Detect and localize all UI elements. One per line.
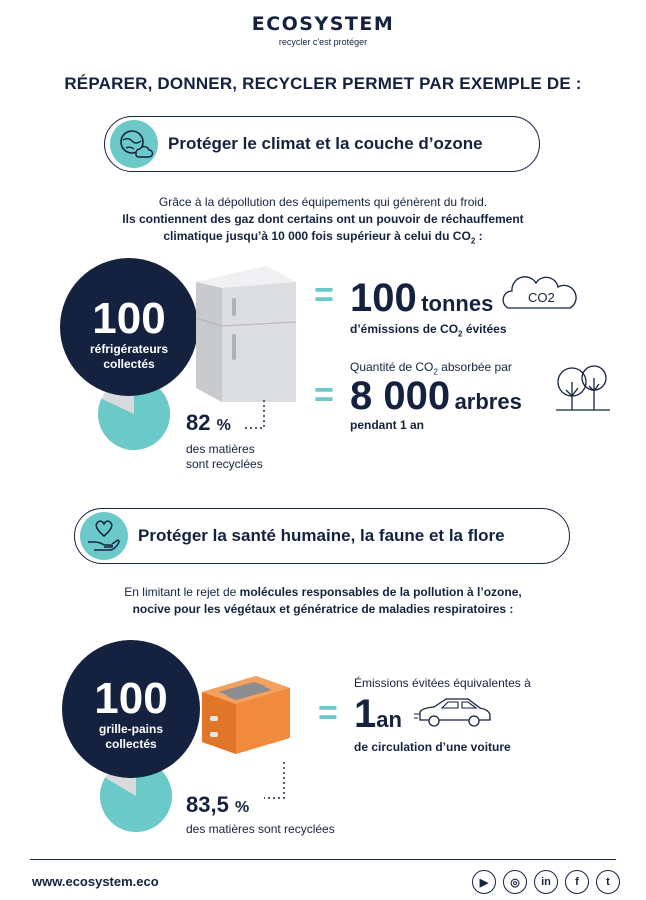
- section2-intro-line1: En limitant le rejet de molécules responsables de la pollution à l’ozone,: [124, 585, 522, 599]
- equals-sign: =: [314, 276, 334, 314]
- youtube-icon[interactable]: ▶: [472, 870, 496, 894]
- section2-recycled-label: des matières sont recyclées: [186, 822, 335, 836]
- page-title: RÉPARER, DONNER, RECYCLER PERMET PAR EXEMPLE DE :: [64, 74, 582, 93]
- section1-count: 100: [92, 294, 166, 343]
- trees-icon: [552, 360, 612, 412]
- section1-count-label: réfrigérateurs collectés: [89, 342, 169, 371]
- equals-sign: =: [318, 694, 338, 732]
- brand-tagline: recycler c'est protéger: [278, 37, 368, 47]
- instagram-icon[interactable]: ◎: [503, 870, 527, 894]
- section1-result1-sub: d’émissions de $CO_2$ évitées: [350, 322, 507, 339]
- equals-sign: =: [314, 376, 334, 414]
- section2-result: 1an: [354, 692, 402, 736]
- section1-recycled-label: des matières sont recyclées: [186, 442, 263, 471]
- section2-heading: Protéger la santé humaine, la faune et la flore: [138, 526, 505, 545]
- website-link[interactable]: www.ecosystem.eco: [32, 874, 159, 889]
- brand-logo: ECOSYSTEM: [251, 13, 395, 35]
- section2-count: 100: [94, 674, 168, 723]
- linkedin-icon[interactable]: in: [534, 870, 558, 894]
- toaster-icon: [192, 664, 296, 760]
- car-icon: [414, 694, 494, 730]
- section2-intro: [20, 584, 626, 618]
- heart-hand-icon: [80, 512, 128, 560]
- section1-intro-line1: Grâce à la dépollution des équipements qui génèrent du froid.: [158, 195, 488, 209]
- section1-recycled-pct: 82 %: [186, 410, 231, 435]
- section1-result1: 100 tonnes: [350, 276, 494, 320]
- dotted-leader: [260, 760, 290, 804]
- section1-intro-line2: Ils contiennent des gaz dont certains ont un pouvoir de réchauffement: [122, 212, 524, 226]
- section2-intro-line2: nocive pour les végétaux et génératrice de maladies respiratoires :: [132, 602, 514, 616]
- section1-intro-line3: climatique jusqu’à 10 000 fois supérieur à celui du $CO_2$ :: [163, 229, 483, 246]
- section1-result2: 8 000 arbres: [350, 374, 522, 418]
- section2-result-pre: Émissions évitées équivalentes à: [354, 676, 531, 690]
- section1-result2-sub: pendant 1 an: [350, 418, 425, 432]
- facebook-icon[interactable]: f: [565, 870, 589, 894]
- section2-recycled-pct: 83,5 %: [186, 792, 250, 817]
- section1-heading: Protéger le climat et la couche d’ozone: [168, 134, 483, 153]
- section2-count-label: grille-pains collectés: [98, 722, 163, 751]
- section2-result-sub: de circulation d’une voiture: [354, 740, 511, 754]
- co2-cloud-label: CO2: [528, 290, 555, 305]
- fridge-icon: [192, 264, 298, 404]
- footer-divider: [30, 859, 616, 860]
- section2-result2-pre: Quantité de $CO_2$ absorbée par: [350, 360, 512, 377]
- twitter-icon[interactable]: t: [596, 870, 620, 894]
- globe-cloud-icon: [110, 120, 158, 168]
- section1-intro: [20, 194, 626, 249]
- dotted-leader: [240, 398, 270, 432]
